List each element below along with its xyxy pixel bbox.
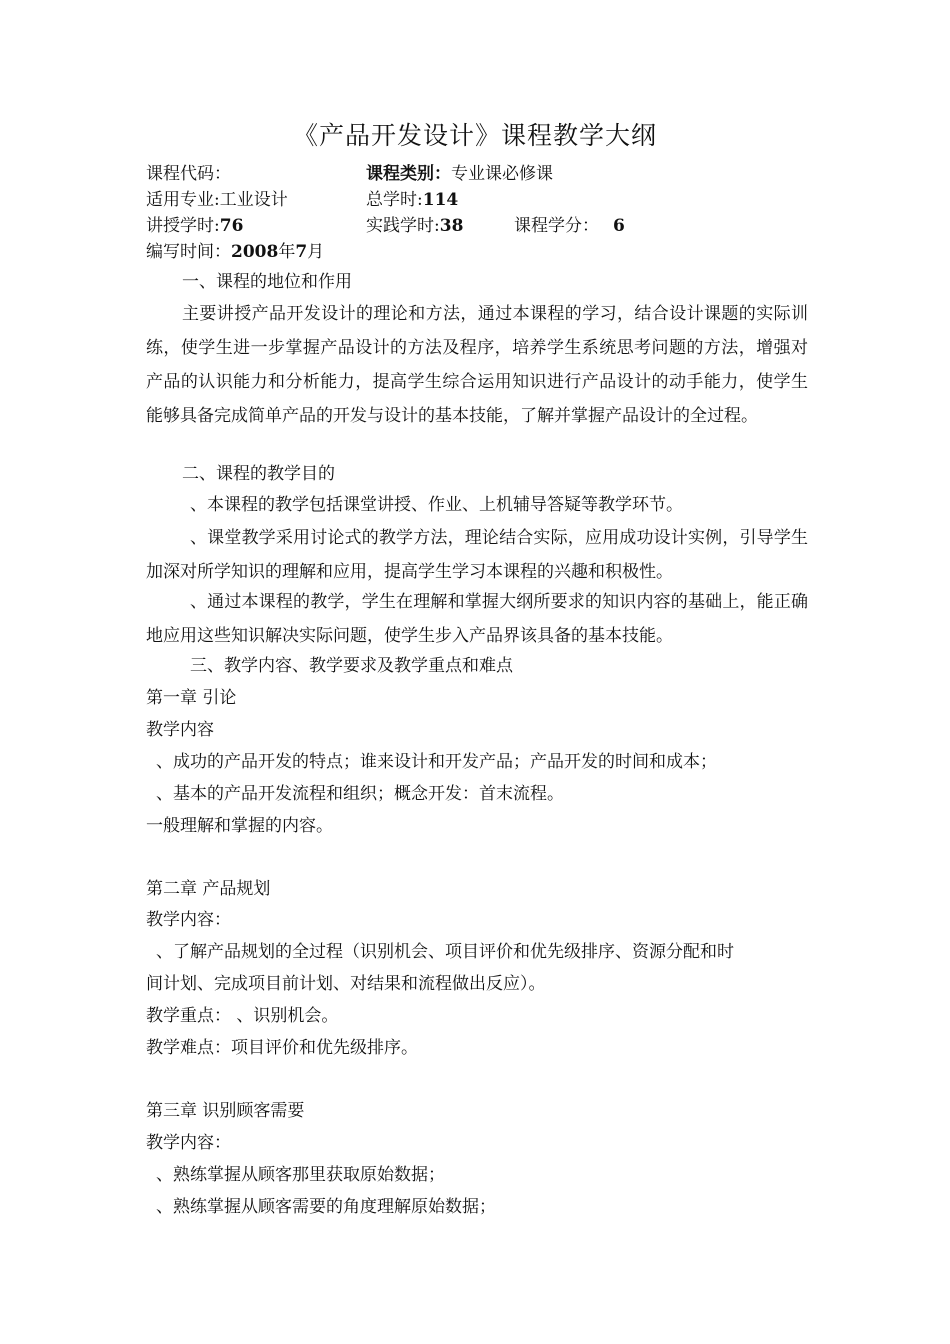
- chapter2-item1-line2: 间计划、完成项目前计划、对结果和流程做出反应）。: [146, 974, 546, 994]
- total-hours-value: 114: [422, 190, 459, 210]
- page-title: 《产品开发设计》课程教学大纲: [292, 121, 657, 150]
- course-type-value: 专业课必修课: [451, 164, 553, 184]
- section2-item2: 、课堂教学采用讨论式的教学方法，理论结合实际，应用成功设计实例，引导学生加深对所学知识的理解和应用，提高学生学习本课程的兴趣和积极性。: [146, 528, 808, 582]
- total-hours: [366, 188, 458, 212]
- written-month: 7: [295, 242, 308, 262]
- course-code-label: 课程代码：: [146, 164, 231, 184]
- section3-heading: 三、教学内容、教学要求及教学重点和难点: [190, 656, 513, 676]
- practice-hours: [366, 214, 463, 238]
- lecture-hours: [146, 214, 243, 238]
- major-value: 工业设计: [219, 190, 288, 210]
- chapter2-content-label: 教学内容：: [146, 910, 231, 930]
- lecture-hours-label: 讲授学时:: [146, 216, 220, 236]
- credits-label: 课程学分：: [514, 216, 599, 236]
- chapter1-item2: 、基本的产品开发流程和组织；概念开发：首末流程。: [156, 784, 564, 804]
- lecture-hours-value: 76: [219, 216, 244, 236]
- written-date: [146, 240, 324, 264]
- chapter1-title: 第一章 引论: [146, 688, 237, 708]
- practice-hours-label: 实践学时:: [366, 216, 440, 236]
- section1-heading: 一、课程的地位和作用: [182, 272, 352, 292]
- section2-heading: 二、课程的教学目的: [182, 464, 335, 484]
- practice-hours-value: 38: [439, 216, 464, 236]
- chapter1-content-label: 教学内容: [146, 720, 214, 740]
- course-type-label: 课程类别：: [366, 164, 451, 184]
- written-year-unit: 年: [278, 242, 296, 262]
- major: [146, 188, 288, 212]
- section2-item1: 、本课程的教学包括课堂讲授、作业、上机辅导答疑等教学环节。: [190, 495, 683, 515]
- chapter2-item1-line1: 、了解产品规划的全过程（识别机会、项目评价和优先级排序、资源分配和时: [156, 942, 734, 962]
- section2-item3: 、通过本课程的教学，学生在理解和掌握大纲所要求的知识内容的基础上，能正确地应用这些知识解决实际问题，使学生步入产品界该具备的基本技能。: [146, 592, 808, 646]
- chapter2-title: 第二章 产品规划: [146, 879, 271, 899]
- course-type: [366, 162, 553, 186]
- chapter3-title: 第三章 识别顾客需要: [146, 1101, 305, 1121]
- credits-value: 6: [613, 216, 625, 236]
- chapter3-item2: 、熟练掌握从顾客需要的角度理解原始数据；: [156, 1197, 496, 1217]
- written-month-unit: 月: [307, 242, 325, 262]
- major-label: 适用专业:: [146, 190, 220, 210]
- chapter3-item1: 、熟练掌握从顾客那里获取原始数据；: [156, 1165, 445, 1185]
- chapter1-item1: 、成功的产品开发的特点；谁来设计和开发产品；产品开发的时间和成本；: [156, 752, 717, 772]
- total-hours-label: 总学时:: [366, 190, 423, 210]
- chapter1-note: 一般理解和掌握的内容。: [146, 816, 333, 836]
- written-label: 编写时间：: [146, 242, 231, 262]
- chapter2-key-points: 教学重点： 、识别机会。: [146, 1006, 339, 1026]
- written-year: 2008: [231, 242, 279, 262]
- chapter2-difficulties: 教学难点：项目评价和优先级排序。: [146, 1038, 418, 1058]
- chapter3-content-label: 教学内容：: [146, 1133, 231, 1153]
- credits: [514, 214, 625, 238]
- section1-body: 主要讲授产品开发设计的理论和方法，通过本课程的学习，结合设计课题的实际训练，使学生进一步掌握产品设计的方法及程序，培养学生系统思考问题的方法，增强对产品的认识能力和分析能力，提高学生综合运用知识进行产品设计的动手能力，使学生能够具备完成简单产品的开发与设计的基本技能，了解并掌握产品设计的全过程。: [146, 304, 808, 426]
